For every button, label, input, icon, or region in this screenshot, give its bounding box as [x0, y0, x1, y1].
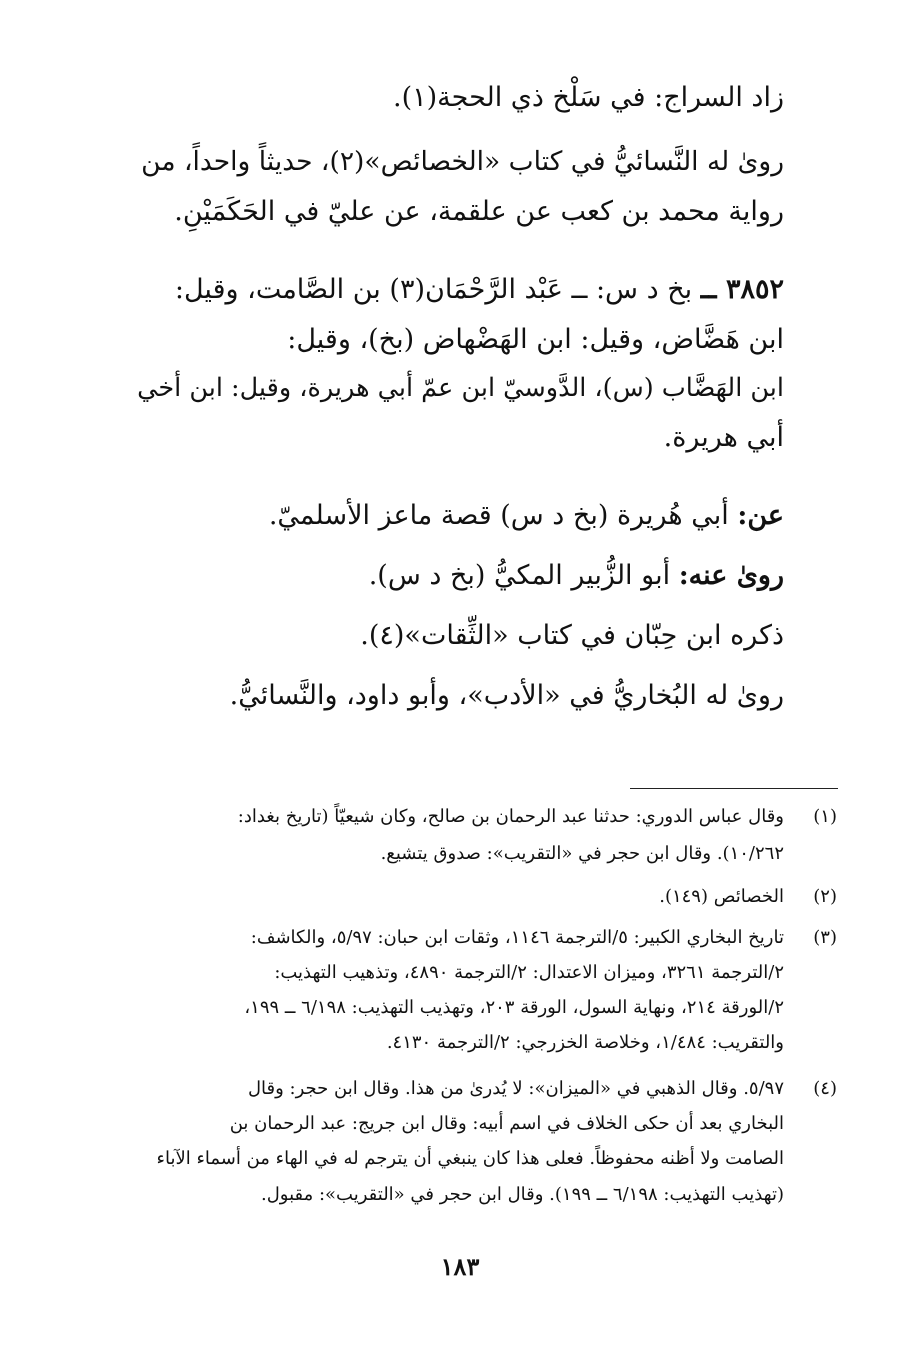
transmitters-line: روىٰ له البُخاريُّ في «الأدب»، وأبو داود، والنَّسائيُّ. — [229, 680, 784, 711]
footnote-line: والتقريب: ١/٤٨٤، وخلاصة الخزرجي: ٢/الترجمة ٤١٣٠. — [386, 1032, 784, 1053]
footnote-separator — [630, 788, 838, 789]
narrated-from-label: عن: — [737, 500, 784, 531]
page-number: ١٨٣ — [440, 1252, 480, 1281]
narrators-line — [369, 560, 784, 591]
narrators-label: روىٰ عنه: — [678, 560, 784, 591]
narrators-text: أبو الزُّبير المكيُّ (بخ د س). — [368, 560, 671, 591]
footnote-line: الصامت ولا أظنه محفوظاً. فعلى هذا كان ينبغي أن يترجم له في الهاء من أسماء الآباء — [156, 1148, 784, 1169]
entry-heading-text: بخ د س: ــ عَبْد الرَّحْمَان(٣) بن الصَّامت، وقيل: — [174, 274, 693, 305]
footnote-line: البخاري بعد أن حكى الخلاف في اسم أبيه: وقال ابن جريج: عبد الرحمان بن — [229, 1113, 784, 1134]
paragraph-line: روىٰ له النَّسائيُّ في كتاب «الخصائص»(٢)، حديثاً واحداً، من — [141, 146, 784, 177]
footnote-line: ٢/الورقة ٢١٤، ونهاية السول، الورقة ٢٠٣، وتهذيب التهذيب: ٦/١٩٨ ــ ١٩٩، — [244, 997, 784, 1018]
footnote-line: ٥/٩٧. وقال الذهبي في «الميزان»: لا يُدرىٰ من هذا. وقال ابن حجر: وقال — [247, 1078, 784, 1099]
footnote-number: (٣) — [813, 927, 837, 948]
footnote-number: (١) — [813, 806, 837, 827]
paragraph-line: رواية محمد بن كعب عن علقمة، عن عليّ في الحَكَمَيْنِ. — [174, 196, 784, 227]
footnote-line: تاريخ البخاري الكبير: ٥/الترجمة ١١٤٦، وثقات ابن حبان: ٥/٩٧، والكاشف: — [250, 927, 784, 948]
entry-line: ابن هَضَّاض، وقيل: ابن الهَضْهاض (بخ)، وقيل: — [287, 324, 784, 355]
footnote-line: ٢/الترجمة ٣٢٦١، وميزان الاعتدال: ٢/الترجمة ٤٨٩٠، وتذهيب التهذيب: — [274, 962, 784, 983]
entry-number: ٣٨٥٢ ــ — [700, 274, 784, 305]
entry-line: أبي هريرة. — [663, 422, 784, 453]
footnote-line: (تهذيب التهذيب: ٦/١٩٨ ــ ١٩٩). وقال ابن حجر في «التقريب»: مقبول. — [260, 1184, 784, 1205]
footnote-line: ١٠/٢٦٢). وقال ابن حجر في «التقريب»: صدوق يتشيع. — [380, 843, 784, 864]
footnote-number: (٤) — [813, 1078, 837, 1099]
mention-line: ذكره ابن حِبّان في كتاب «الثِّقات»(٤). — [360, 620, 784, 651]
footnote-line: الخصائص (١٤٩). — [659, 886, 784, 907]
narrated-from-line — [269, 500, 784, 531]
entry-heading-line — [175, 274, 784, 305]
footnote-line: وقال عباس الدوري: حدثنا عبد الرحمان بن صالح، وكان شيعيّاً (تاريخ بغداد: — [237, 806, 784, 827]
paragraph-line: زاد السراج: في سَلْخ ذي الحجة(١). — [392, 82, 784, 113]
footnote-number: (٢) — [813, 886, 837, 907]
entry-line: ابن الهَضَّاب (س)، الدَّوسيّ ابن عمّ أبي هريرة، وقيل: ابن أخي — [137, 373, 784, 403]
narrated-from-text: أبي هُريرة (بخ د س) قصة ماعز الأسلميّ. — [268, 500, 729, 531]
